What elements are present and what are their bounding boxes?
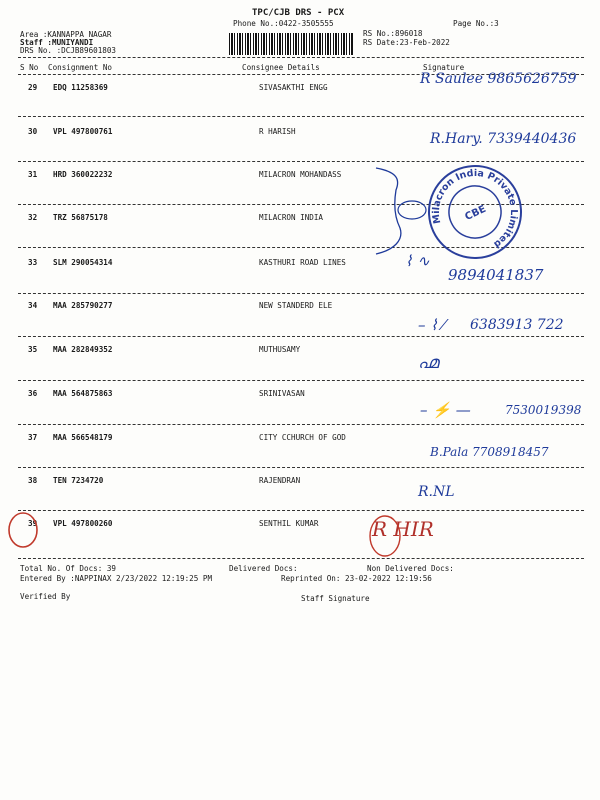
row-consignment: HRD 360022232	[53, 170, 113, 179]
row-consignee: NEW STANDERD ELE	[259, 301, 333, 310]
col-signature: Signature	[423, 63, 465, 72]
row-sno: 33	[28, 258, 38, 267]
divider	[18, 116, 584, 117]
red-circle-mark	[6, 510, 40, 550]
row-consignee: SRINIVASAN	[259, 389, 305, 398]
row-consignee: RAJENDRAN	[259, 476, 301, 485]
company-stamp	[425, 162, 525, 262]
page-number: Page No.:3	[453, 19, 499, 28]
stamp-center-text: CBE	[463, 203, 488, 223]
row-consignment: VPL 497800260	[53, 519, 113, 528]
red-circle-signature	[365, 512, 405, 560]
rs-number: RS No.:896018	[363, 29, 423, 38]
staff-label: Staff :MUNIYANDI	[20, 38, 94, 47]
delivered-docs: Delivered Docs:	[229, 564, 298, 573]
row-consignee: R HARISH	[259, 127, 296, 136]
drs-number: DRS No. :DCJB89601803	[20, 46, 117, 55]
row-consignment: MAA 566548179	[53, 433, 113, 442]
row-consignee: SENTHIL KUMAR	[259, 519, 319, 528]
col-sno: S No	[20, 63, 39, 72]
table-row	[0, 433, 600, 477]
divider	[18, 424, 584, 425]
row-consignment: MAA 282849352	[53, 345, 113, 354]
table-row	[0, 389, 600, 433]
row-signature: R.Hary. 7339440436	[430, 131, 577, 147]
reprinted-on: Reprinted On: 23-02-2022 12:19:56	[281, 574, 432, 583]
row-consignment: VPL 497800761	[53, 127, 113, 136]
row-sno: 29	[28, 83, 38, 92]
handwritten-mark: – ⌇ ⁄	[418, 316, 445, 334]
table-row	[0, 345, 600, 389]
table-row	[0, 71, 600, 127]
row-signature: 9894041837	[448, 266, 544, 284]
row-consignee: MILACRON INDIA	[259, 213, 324, 222]
row-consignment: MAA 564875863	[53, 389, 113, 398]
row-sno: 34	[28, 301, 38, 310]
entered-by: Entered By :NAPPINAX 2/23/2022 12:19:25 PM	[20, 574, 213, 583]
total-docs: Total No. Of Docs: 39	[20, 564, 117, 573]
row-sno: 39	[28, 519, 38, 528]
divider	[18, 380, 584, 381]
col-consignee: Consignee Details	[242, 63, 320, 72]
row-consignment: MAA 285790277	[53, 301, 113, 310]
barcode	[229, 33, 353, 55]
row-consignment: TRZ 56875178	[53, 213, 108, 222]
divider	[18, 510, 584, 511]
row-sno: 36	[28, 389, 38, 398]
divider	[18, 57, 584, 58]
divider	[18, 558, 584, 559]
handwritten-mark: ⌇ ∿	[405, 252, 430, 270]
table-row	[0, 258, 600, 302]
report-title: TPC/CJB DRS - PCX	[252, 8, 345, 18]
table-row	[0, 476, 600, 520]
row-sno: 37	[28, 433, 38, 442]
row-signature: 7530019398	[505, 403, 582, 417]
row-consignment: EDQ 11258369	[53, 83, 108, 92]
row-signature: R Saulee 9865626759	[420, 71, 577, 87]
row-sno: 31	[28, 170, 38, 179]
rs-date: RS Date:23-Feb-2022	[363, 38, 450, 47]
verified-by: Verified By	[20, 592, 71, 601]
row-consignee: KASTHURI ROAD LINES	[259, 258, 346, 267]
non-delivered-docs: Non Delivered Docs:	[367, 564, 454, 573]
row-signature: 6383913 722	[470, 317, 564, 333]
row-signature: R.NL	[418, 484, 455, 500]
divider	[18, 336, 584, 337]
col-consignment: Consignment No	[48, 63, 113, 72]
row-sno: 30	[28, 127, 38, 136]
divider	[18, 293, 584, 294]
row-sno: 35	[28, 345, 38, 354]
row-consignee: CITY CCHURCH OF GOD	[259, 433, 346, 442]
table-row	[0, 301, 600, 345]
phone-number: Phone No.:0422-3505555	[233, 19, 334, 28]
handwritten-mark: ഹ്മ	[418, 353, 439, 373]
staff-signature: Staff Signature	[301, 594, 370, 603]
area-label: Area :KANNAPPA NAGAR	[20, 30, 112, 39]
row-sno: 38	[28, 476, 38, 485]
table-row	[0, 519, 600, 563]
handwritten-mark: – ⚡ —	[420, 401, 471, 419]
stamp-ring-text: Milacron India Private Limited	[430, 167, 520, 250]
row-consignee: SIVASAKTHI ENGG	[259, 83, 328, 92]
row-consignment: TEN 7234720	[53, 476, 104, 485]
divider	[18, 467, 584, 468]
scribble-mark	[395, 198, 429, 222]
row-consignee: MILACRON MOHANDASS	[259, 170, 342, 179]
row-consignment: SLM 290054314	[53, 258, 113, 267]
row-sno: 32	[28, 213, 38, 222]
row-consignee: MUTHUSAMY	[259, 345, 301, 354]
row-signature: R HIR	[372, 517, 434, 541]
row-signature: B.Pala 7708918457	[430, 445, 549, 459]
